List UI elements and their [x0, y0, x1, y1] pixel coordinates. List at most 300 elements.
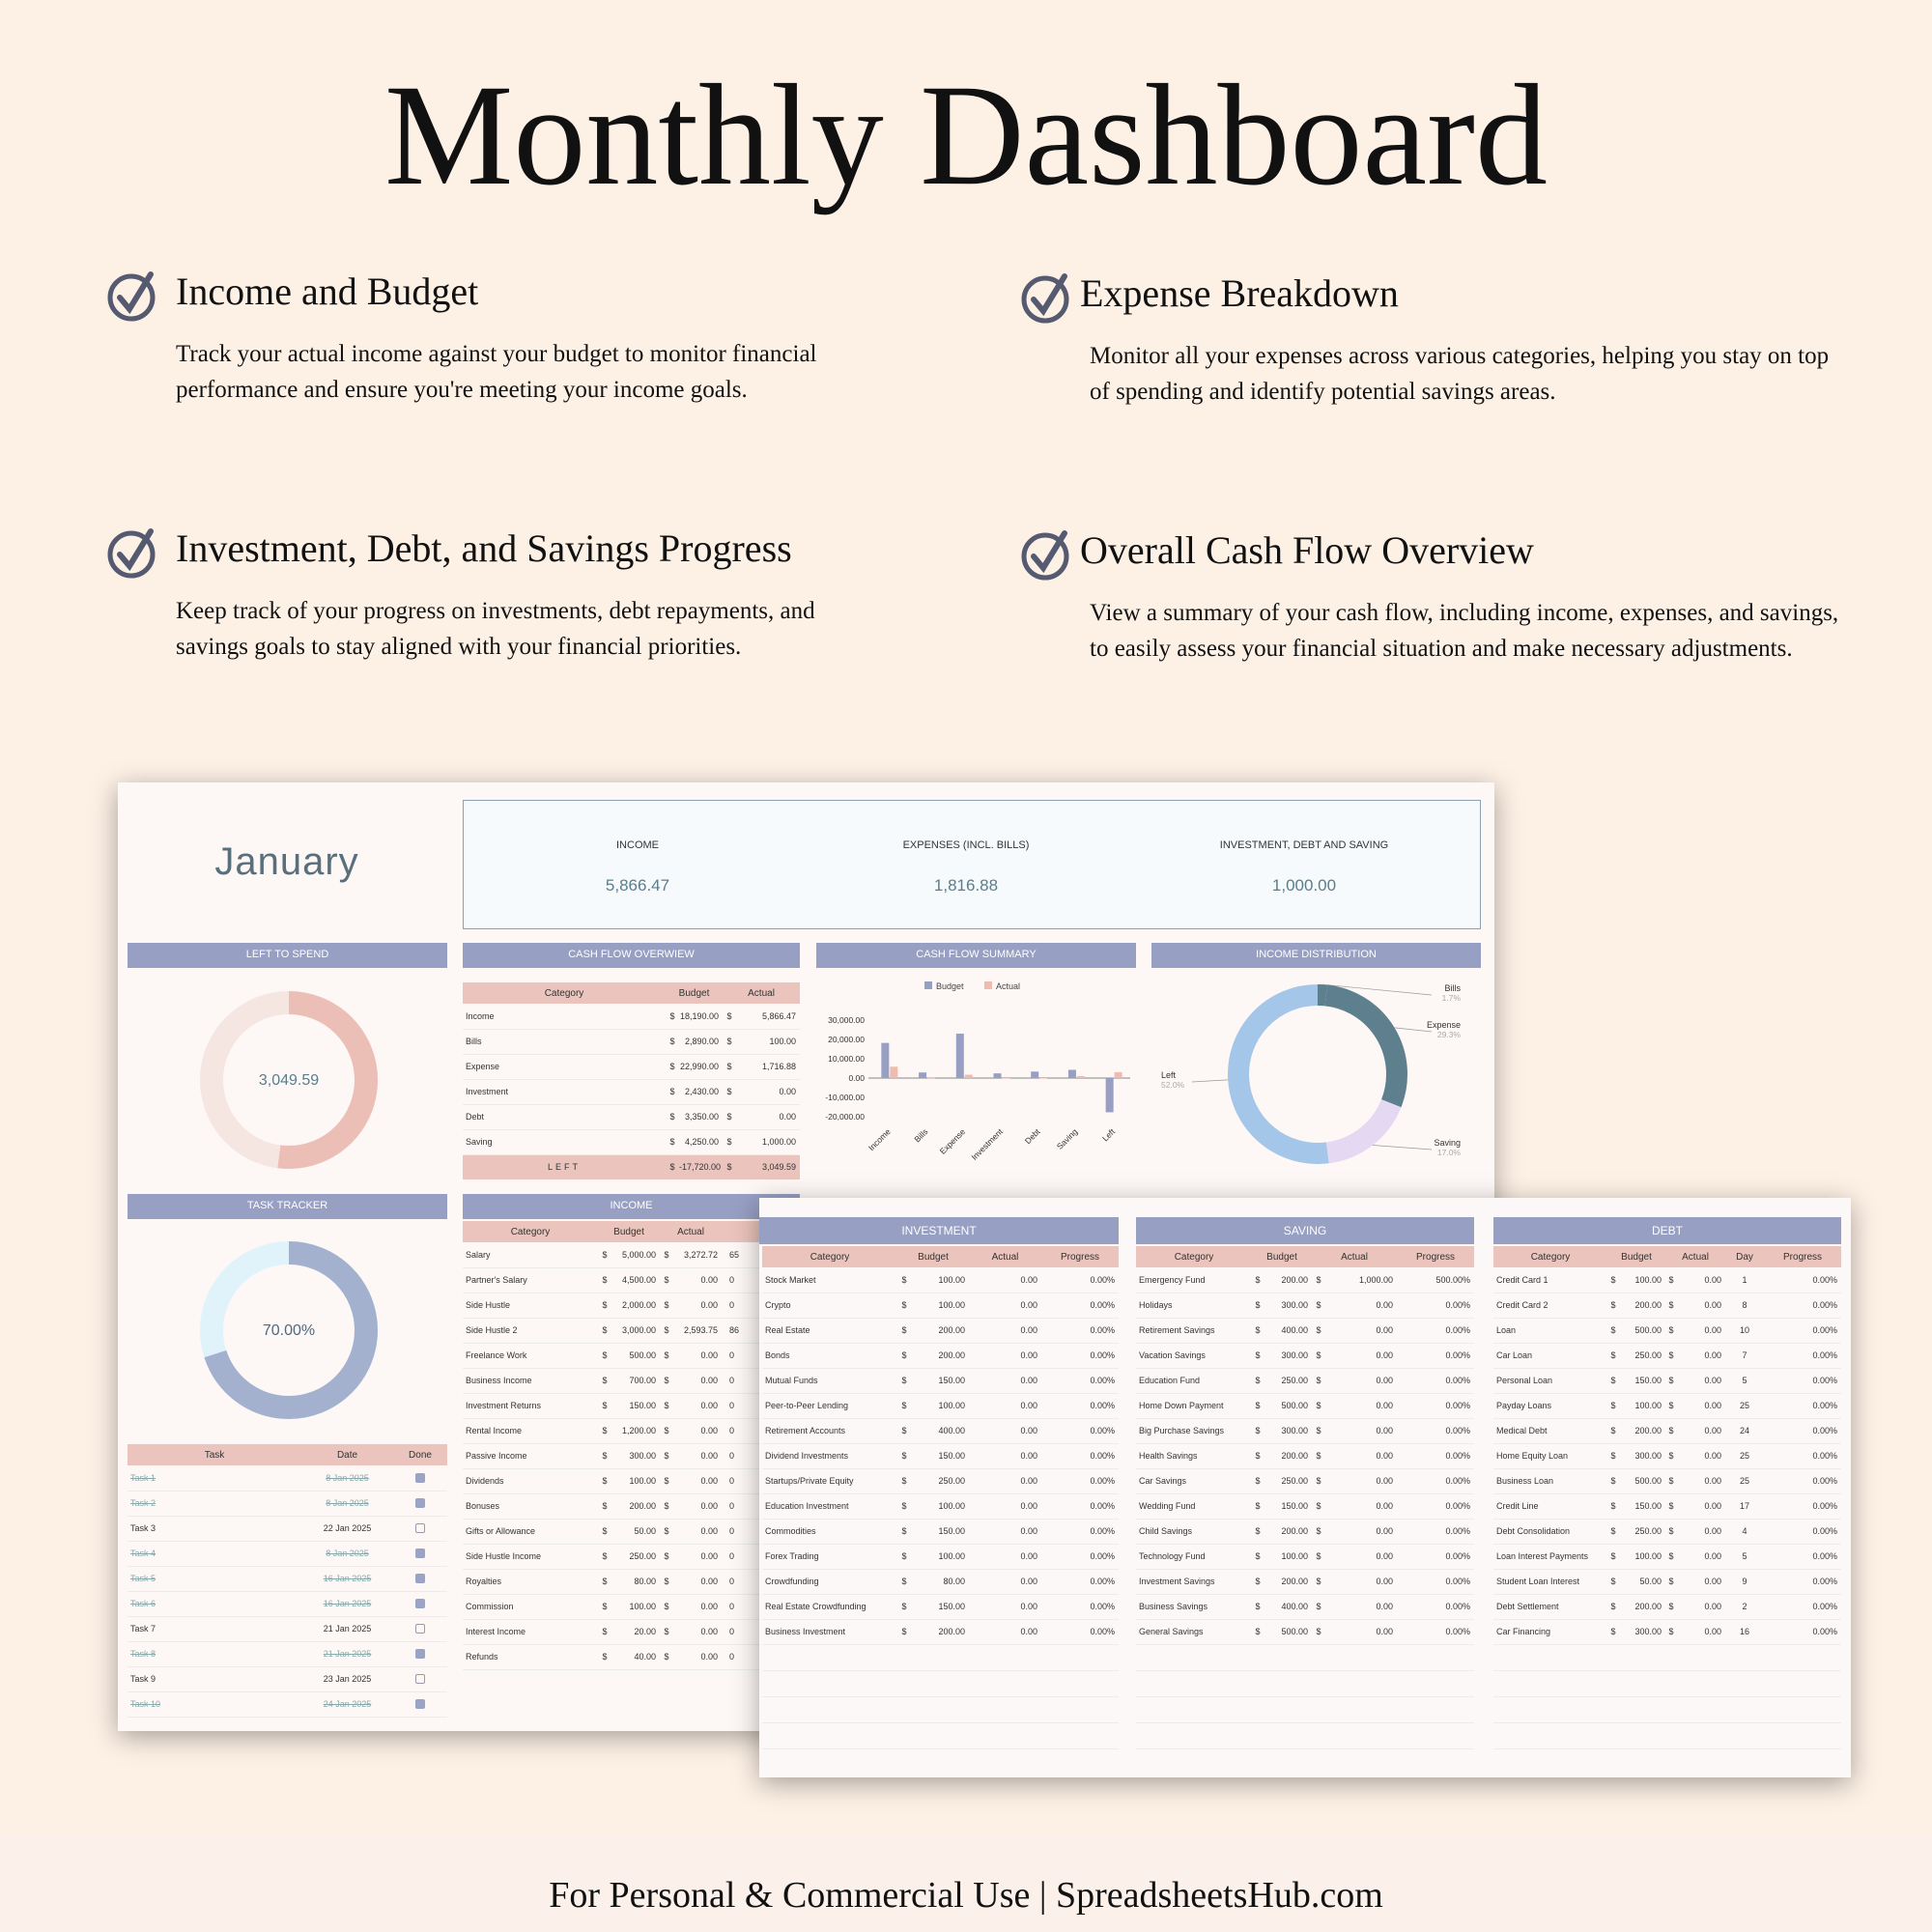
- row-budget: 500.00: [1264, 1393, 1312, 1418]
- row-category: Mutual Funds: [762, 1368, 897, 1393]
- currency: $: [660, 1242, 673, 1267]
- slice-label: Left: [1161, 1070, 1177, 1080]
- table-row: [1493, 1696, 1841, 1722]
- row-progress: 0.00%: [1764, 1318, 1841, 1343]
- row-actual: 0.00: [969, 1293, 1041, 1318]
- summary-income-value: 5,866.47: [605, 876, 670, 895]
- empty-cell: [969, 1644, 1041, 1670]
- table-row: [762, 1644, 1119, 1670]
- table-row: [762, 1318, 1119, 1343]
- table-row: [1493, 1670, 1841, 1696]
- feature-heading: Investment, Debt, and Savings Progress: [176, 526, 792, 570]
- currency: $: [897, 1619, 911, 1644]
- table-row: [128, 1641, 447, 1666]
- row-budget: 2,000.00: [611, 1293, 660, 1318]
- row-actual: 0.00: [673, 1393, 722, 1418]
- empty-cell: [1264, 1722, 1312, 1748]
- row-day: 2: [1725, 1594, 1764, 1619]
- row-actual: 1,000.00: [1325, 1267, 1397, 1293]
- row-day: 24: [1725, 1418, 1764, 1443]
- currency: $: [1607, 1343, 1619, 1368]
- cash-flow-overview-table: [463, 982, 800, 1179]
- row-actual: 0.00: [969, 1619, 1041, 1644]
- row-budget: 300.00: [1264, 1343, 1312, 1368]
- row-category: Big Purchase Savings: [1136, 1418, 1252, 1443]
- table-row: [463, 1054, 800, 1079]
- empty-cell: [911, 1644, 969, 1670]
- checkbox-checked[interactable]: [415, 1649, 425, 1659]
- currency: $: [666, 1129, 679, 1154]
- investment-table: [762, 1246, 1119, 1749]
- row-category: Side Hustle: [463, 1293, 598, 1318]
- checkbox-checked[interactable]: [415, 1599, 425, 1608]
- footer: For Personal & Commercial Use | SpreadsheetsHub.com: [0, 1835, 1932, 1932]
- currency: $: [660, 1644, 673, 1669]
- empty-cell: [1607, 1722, 1619, 1748]
- row-progress: 0.00%: [1764, 1468, 1841, 1493]
- currency: $: [1252, 1519, 1264, 1544]
- currency: $: [1607, 1318, 1619, 1343]
- row-budget: 200.00: [1264, 1569, 1312, 1594]
- bar-budget: [1068, 1070, 1076, 1079]
- currency: $: [598, 1318, 611, 1343]
- cash-flow-summary-header: CASH FLOW SUMMARY: [816, 943, 1136, 968]
- row-category: Crowdfunding: [762, 1569, 897, 1594]
- currency: $: [1665, 1443, 1677, 1468]
- col-category: Category: [463, 1221, 598, 1242]
- table-row: [762, 1670, 1119, 1696]
- table-row: [1493, 1393, 1841, 1418]
- row-progress: 0.00%: [1041, 1343, 1119, 1368]
- done-cell: [393, 1641, 447, 1666]
- empty-cell: [911, 1722, 969, 1748]
- row-budget: 100.00: [911, 1393, 969, 1418]
- table-row: [463, 1569, 800, 1594]
- table-row: [1493, 1644, 1841, 1670]
- left-to-spend-header: LEFT TO SPEND: [128, 943, 447, 968]
- row-category: Dividend Investments: [762, 1443, 897, 1468]
- table-row: [463, 1079, 800, 1104]
- row-progress: 0: [722, 1267, 800, 1293]
- row-progress: 0.00%: [1041, 1594, 1119, 1619]
- row-progress: 0.00%: [1397, 1443, 1474, 1468]
- row-actual: 1,000.00: [736, 1129, 800, 1154]
- currency: $: [1665, 1619, 1677, 1644]
- row-day: 17: [1725, 1493, 1764, 1519]
- currency: $: [1312, 1519, 1325, 1544]
- currency: $: [1607, 1468, 1619, 1493]
- empty-cell: [1397, 1644, 1474, 1670]
- row-progress: 0.00%: [1041, 1569, 1119, 1594]
- row-actual: 0.00: [673, 1343, 722, 1368]
- empty-cell: [1619, 1644, 1665, 1670]
- currency: $: [723, 1029, 736, 1054]
- row-budget: 80.00: [911, 1569, 969, 1594]
- currency: $: [1312, 1569, 1325, 1594]
- summary-box: [463, 800, 1481, 929]
- currency: $: [660, 1594, 673, 1619]
- currency: $: [1665, 1343, 1677, 1368]
- row-category: Retirement Savings: [1136, 1318, 1252, 1343]
- row-day: 25: [1725, 1443, 1764, 1468]
- x-tick-label: Bills: [912, 1126, 930, 1145]
- y-tick-label: 20,000.00: [828, 1035, 865, 1044]
- row-actual: 0.00: [736, 1079, 800, 1104]
- empty-cell: [1252, 1722, 1264, 1748]
- row-budget: 50.00: [1619, 1569, 1665, 1594]
- col-progress: Progress: [1397, 1246, 1474, 1267]
- row-progress: 0.00%: [1764, 1594, 1841, 1619]
- currency: $: [1312, 1318, 1325, 1343]
- row-category: Business Savings: [1136, 1594, 1252, 1619]
- row-category: Loan Interest Payments: [1493, 1544, 1607, 1569]
- currency: $: [1312, 1418, 1325, 1443]
- row-category: Dividends: [463, 1468, 598, 1493]
- table-row: [1136, 1293, 1474, 1318]
- feature-heading: Income and Budget: [176, 270, 479, 313]
- empty-cell: [1041, 1696, 1119, 1722]
- row-category: Technology Fund: [1136, 1544, 1252, 1569]
- row-budget: 150.00: [911, 1443, 969, 1468]
- feature-text: Keep track of your progress on investments, debt repayments, and savings goals to stay aligned with your financial priorities.: [176, 598, 815, 660]
- row-progress: 0.00%: [1041, 1544, 1119, 1569]
- task-date: 23 Jan 2025: [301, 1666, 393, 1691]
- row-progress: 0.00%: [1041, 1418, 1119, 1443]
- table-row: [128, 1591, 447, 1616]
- row-category: Emergency Fund: [1136, 1267, 1252, 1293]
- row-day: 4: [1725, 1519, 1764, 1544]
- row-progress: 0: [722, 1343, 800, 1368]
- row-category: Credit Line: [1493, 1493, 1607, 1519]
- table-row: [762, 1594, 1119, 1619]
- currency: $: [660, 1443, 673, 1468]
- task-name: Task 4: [128, 1541, 301, 1566]
- row-actual: 0.00: [673, 1644, 722, 1669]
- checkbox-unchecked[interactable]: [415, 1624, 425, 1634]
- checkbox-checked[interactable]: [415, 1548, 425, 1558]
- bar-budget: [1106, 1078, 1114, 1112]
- row-category: Credit Card 2: [1493, 1293, 1607, 1318]
- row-progress: 0.00%: [1397, 1318, 1474, 1343]
- row-progress: 0.00%: [1764, 1293, 1841, 1318]
- currency: $: [598, 1519, 611, 1544]
- row-actual: 0.00: [969, 1393, 1041, 1418]
- task-date: 21 Jan 2025: [301, 1641, 393, 1666]
- table-row: [1493, 1368, 1841, 1393]
- currency: $: [598, 1493, 611, 1519]
- row-category: Vacation Savings: [1136, 1343, 1252, 1368]
- row-progress: 0.00%: [1041, 1443, 1119, 1468]
- currency: $: [1312, 1619, 1325, 1644]
- currency: $: [1665, 1293, 1677, 1318]
- currency: $: [723, 1104, 736, 1129]
- task-name: Task 7: [128, 1616, 301, 1641]
- empty-cell: [897, 1696, 911, 1722]
- table-row: [128, 1666, 447, 1691]
- table-row: [463, 1468, 800, 1493]
- empty-cell: [1619, 1722, 1665, 1748]
- row-actual: 0.00: [673, 1594, 722, 1619]
- empty-cell: [1325, 1722, 1397, 1748]
- table-row: [1136, 1619, 1474, 1644]
- row-actual: 0.00: [673, 1468, 722, 1493]
- currency: $: [666, 1104, 679, 1129]
- bar-budget: [881, 1043, 889, 1078]
- row-budget: 200.00: [1264, 1443, 1312, 1468]
- row-progress: 0.00%: [1764, 1519, 1841, 1544]
- legend-swatch: [984, 981, 992, 989]
- checkbox-unchecked[interactable]: [415, 1674, 425, 1684]
- row-budget: 100.00: [1619, 1267, 1665, 1293]
- investment-saving-debt-sheet: [759, 1198, 1851, 1777]
- row-category: Real Estate Crowdfunding: [762, 1594, 897, 1619]
- table-row: [1136, 1393, 1474, 1418]
- empty-cell: [1136, 1644, 1252, 1670]
- table-row: [762, 1569, 1119, 1594]
- row-category: Stock Market: [762, 1267, 897, 1293]
- currency: $: [660, 1519, 673, 1544]
- currency: $: [660, 1468, 673, 1493]
- checkmark-icon: [1020, 527, 1074, 582]
- row-actual: 0.00: [969, 1267, 1041, 1293]
- slice-leader-line: [1373, 1145, 1432, 1150]
- task-name: Task 8: [128, 1641, 301, 1666]
- currency: $: [723, 1004, 736, 1029]
- row-category: Startups/Private Equity: [762, 1468, 897, 1493]
- table-row: [463, 1267, 800, 1293]
- row-category: Salary: [463, 1242, 598, 1267]
- empty-cell: [1136, 1722, 1252, 1748]
- empty-cell: [1665, 1696, 1677, 1722]
- row-day: 10: [1725, 1318, 1764, 1343]
- month-label: January: [214, 840, 359, 883]
- table-row: [1136, 1569, 1474, 1594]
- empty-cell: [1677, 1670, 1725, 1696]
- table-row: [128, 1566, 447, 1591]
- col-category: Category: [1493, 1246, 1607, 1267]
- feature-text: View a summary of your cash flow, including income, expenses, and savings, to easily assess your financial situation and make necessary adjustments.: [1090, 600, 1839, 662]
- currency: $: [1312, 1443, 1325, 1468]
- task-progress-value: 70.00%: [262, 1322, 316, 1339]
- currency: $: [897, 1493, 911, 1519]
- bar-actual: [965, 1075, 973, 1078]
- row-budget: 150.00: [911, 1368, 969, 1393]
- done-cell: [393, 1541, 447, 1566]
- row-budget: 2,890.00: [679, 1029, 723, 1054]
- currency: $: [1607, 1493, 1619, 1519]
- slice-percent: 29.3%: [1436, 1030, 1461, 1039]
- row-progress: 0: [722, 1293, 800, 1318]
- left-row: [463, 1154, 800, 1179]
- row-budget: 150.00: [611, 1393, 660, 1418]
- currency: $: [1665, 1493, 1677, 1519]
- empty-cell: [1764, 1696, 1841, 1722]
- row-day: 7: [1725, 1343, 1764, 1368]
- currency: $: [1607, 1443, 1619, 1468]
- bar-actual: [927, 1078, 935, 1079]
- checkbox-unchecked[interactable]: [415, 1523, 425, 1533]
- table-row: [762, 1368, 1119, 1393]
- empty-cell: [1493, 1696, 1607, 1722]
- row-progress: 0: [722, 1393, 800, 1418]
- x-tick-label: Left: [1099, 1126, 1118, 1144]
- checkbox-checked[interactable]: [415, 1498, 425, 1508]
- currency: $: [1252, 1493, 1264, 1519]
- row-category: Freelance Work: [463, 1343, 598, 1368]
- row-budget: 200.00: [1619, 1293, 1665, 1318]
- table-row: [1493, 1594, 1841, 1619]
- table-row: [128, 1616, 447, 1641]
- table-row: [1136, 1267, 1474, 1293]
- row-category: Royalties: [463, 1569, 598, 1594]
- task-date: 22 Jan 2025: [301, 1516, 393, 1541]
- row-progress: 0.00%: [1764, 1493, 1841, 1519]
- currency: $: [897, 1393, 911, 1418]
- currency: $: [897, 1468, 911, 1493]
- empty-cell: [969, 1670, 1041, 1696]
- currency: $: [1665, 1594, 1677, 1619]
- row-budget: 40.00: [611, 1644, 660, 1669]
- row-progress: 0: [722, 1519, 800, 1544]
- feature-text: Monitor all your expenses across various categories, helping you stay on top of spending and identify potential savings areas.: [1090, 343, 1830, 405]
- currency: $: [1312, 1368, 1325, 1393]
- row-actual: 0.00: [1325, 1293, 1397, 1318]
- row-budget: 200.00: [611, 1493, 660, 1519]
- row-budget: 3,350.00: [679, 1104, 723, 1129]
- empty-cell: [1325, 1670, 1397, 1696]
- table-row: [128, 1541, 447, 1566]
- bar-actual: [1115, 1072, 1122, 1078]
- row-budget: 200.00: [911, 1619, 969, 1644]
- done-cell: [393, 1566, 447, 1591]
- row-category: Forex Trading: [762, 1544, 897, 1569]
- checkbox-checked[interactable]: [415, 1574, 425, 1583]
- empty-cell: [1397, 1670, 1474, 1696]
- row-actual: 0.00: [969, 1519, 1041, 1544]
- bar-budget: [919, 1072, 926, 1078]
- row-progress: 0.00%: [1397, 1293, 1474, 1318]
- table-row: [463, 1519, 800, 1544]
- row-category: Child Savings: [1136, 1519, 1252, 1544]
- currency: $: [1252, 1619, 1264, 1644]
- empty-cell: [762, 1722, 897, 1748]
- row-budget: 150.00: [911, 1594, 969, 1619]
- row-actual: 5,866.47: [736, 1004, 800, 1029]
- currency: $: [1665, 1544, 1677, 1569]
- empty-cell: [1264, 1644, 1312, 1670]
- empty-cell: [1764, 1644, 1841, 1670]
- col-category: Category: [463, 982, 666, 1004]
- col-done: Done: [393, 1444, 447, 1465]
- table-row: [762, 1293, 1119, 1318]
- currency: $: [1252, 1569, 1264, 1594]
- currency: $: [1252, 1318, 1264, 1343]
- currency: $: [1665, 1519, 1677, 1544]
- row-budget: 150.00: [1264, 1493, 1312, 1519]
- row-progress: 0.00%: [1397, 1493, 1474, 1519]
- row-category: Commodities: [762, 1519, 897, 1544]
- row-actual: 0.00: [969, 1544, 1041, 1569]
- slice-expense: [1326, 995, 1397, 1103]
- checkbox-checked[interactable]: [415, 1699, 425, 1709]
- row-budget: 20.00: [611, 1619, 660, 1644]
- row-budget: 250.00: [911, 1468, 969, 1493]
- saving-table: [1136, 1246, 1474, 1749]
- table-row: [463, 1129, 800, 1154]
- table-row: [1136, 1644, 1474, 1670]
- row-actual: 3,272.72: [673, 1242, 722, 1267]
- legend-label: Budget: [936, 981, 964, 991]
- row-progress: 0.00%: [1397, 1619, 1474, 1644]
- checkbox-checked[interactable]: [415, 1473, 425, 1483]
- row-day: 25: [1725, 1468, 1764, 1493]
- empty-cell: [1764, 1670, 1841, 1696]
- currency: $: [1312, 1393, 1325, 1418]
- table-row: [1136, 1722, 1474, 1748]
- currency: $: [1252, 1343, 1264, 1368]
- task-name: Task 3: [128, 1516, 301, 1541]
- row-budget: 4,500.00: [611, 1267, 660, 1293]
- currency: $: [897, 1343, 911, 1368]
- currency: $: [1607, 1569, 1619, 1594]
- row-budget: 300.00: [1619, 1619, 1665, 1644]
- row-actual: 0.00: [1677, 1267, 1725, 1293]
- row-category: Credit Card 1: [1493, 1267, 1607, 1293]
- currency: $: [666, 1079, 679, 1104]
- row-category: Health Savings: [1136, 1443, 1252, 1468]
- currency: $: [660, 1267, 673, 1293]
- task-name: Task 1: [128, 1465, 301, 1491]
- table-row: [128, 1691, 447, 1717]
- saving-header: SAVING: [1136, 1217, 1474, 1244]
- currency: $: [1665, 1468, 1677, 1493]
- table-row: [1136, 1594, 1474, 1619]
- table-row: [1136, 1519, 1474, 1544]
- table-row: [762, 1519, 1119, 1544]
- row-category: Expense: [463, 1054, 666, 1079]
- currency: $: [666, 1029, 679, 1054]
- row-day: 16: [1725, 1619, 1764, 1644]
- row-category: Peer-to-Peer Lending: [762, 1393, 897, 1418]
- col-actual: Actual: [969, 1246, 1041, 1267]
- row-budget: 150.00: [911, 1519, 969, 1544]
- row-actual: 0.00: [673, 1443, 722, 1468]
- currency: $: [1607, 1368, 1619, 1393]
- table-row: [762, 1493, 1119, 1519]
- row-category: Home Down Payment: [1136, 1393, 1252, 1418]
- empty-cell: [897, 1644, 911, 1670]
- table-row: [463, 1004, 800, 1029]
- row-category: Education Investment: [762, 1493, 897, 1519]
- feature-text: Track your actual income against your budget to monitor financial performance and ensure you're meeting your income goals.: [176, 341, 817, 403]
- empty-cell: [1677, 1644, 1725, 1670]
- row-day: 8: [1725, 1293, 1764, 1318]
- currency: $: [897, 1267, 911, 1293]
- empty-cell: [1607, 1670, 1619, 1696]
- row-budget: 400.00: [911, 1418, 969, 1443]
- row-budget: 300.00: [611, 1443, 660, 1468]
- currency: $: [598, 1468, 611, 1493]
- row-budget: 300.00: [1264, 1418, 1312, 1443]
- done-cell: [393, 1591, 447, 1616]
- x-tick-label: Investment: [969, 1126, 1005, 1162]
- col-actual: Actual: [660, 1221, 722, 1242]
- row-category: Personal Loan: [1493, 1368, 1607, 1393]
- empty-cell: [1252, 1644, 1264, 1670]
- currency: $: [1607, 1519, 1619, 1544]
- row-category: Business Investment: [762, 1619, 897, 1644]
- row-budget: 500.00: [1619, 1318, 1665, 1343]
